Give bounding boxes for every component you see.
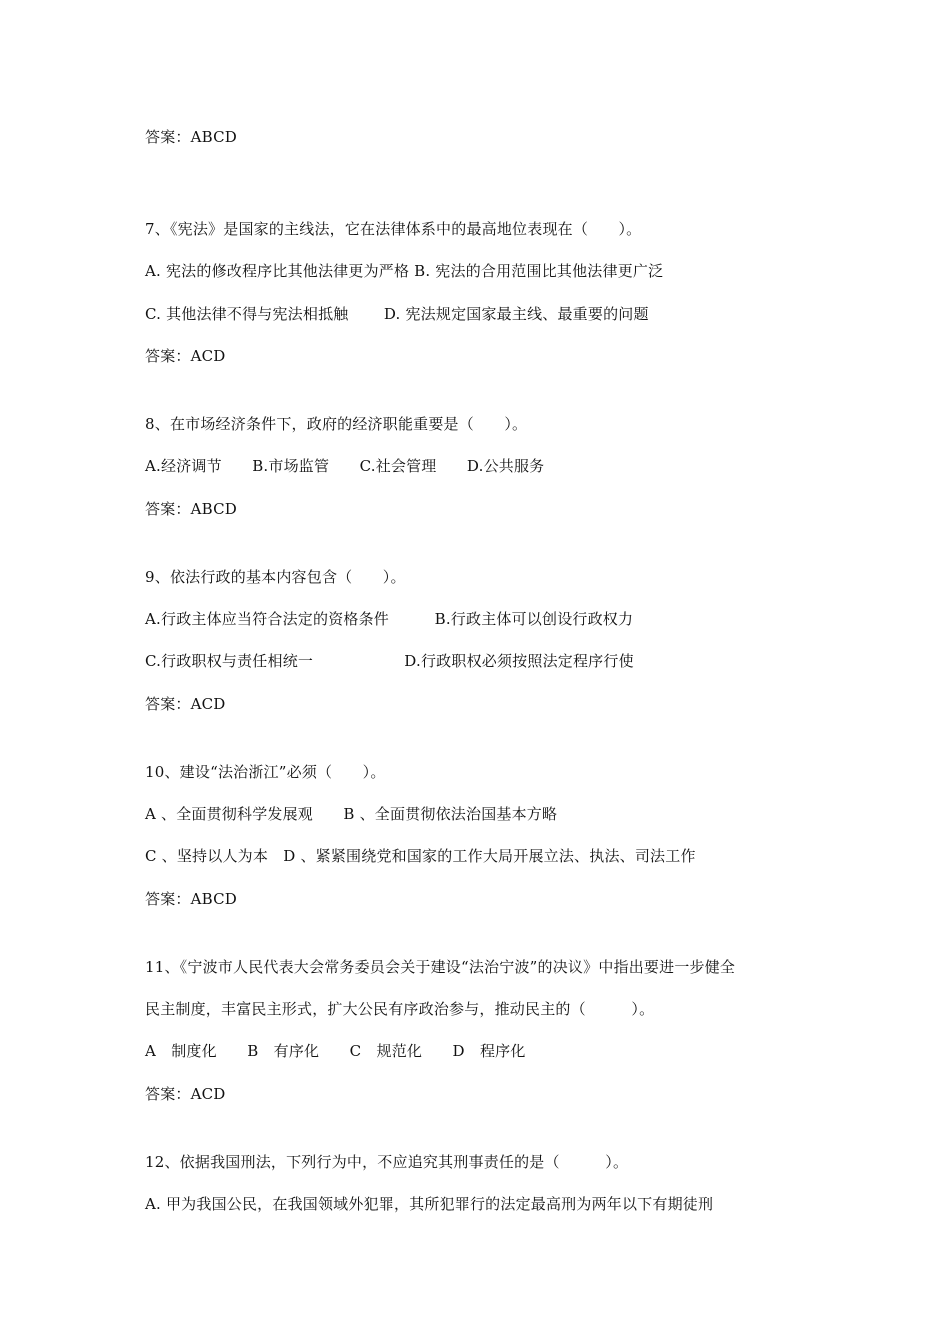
- question-7-options-cd: C. 其他法律不得与宪法相抵触 D. 宪法规定国家最主线、最重要的问题: [145, 305, 649, 323]
- question-8: 8、在市场经济条件下，政府的经济职能重要是（ ）。: [145, 415, 528, 433]
- question-9-options-ab: A.行政主体应当符合法定的资格条件 B.行政主体可以创设行政权力: [145, 610, 634, 628]
- question-11-line-1: 11、《宁波市人民代表大会常务委员会关于建设“法治宁波”的决议》中指出要进一步健全: [145, 958, 736, 976]
- answer-7: 答案：ACD: [145, 347, 226, 365]
- question-8-options: A.经济调节 B.市场监管 C.社会管理 D.公共服务: [145, 457, 545, 475]
- question-9: 9、依法行政的基本内容包含（ ）。: [145, 568, 406, 586]
- question-10: 10、建设“法治浙江”必须（ ）。: [145, 763, 386, 781]
- question-7: 7、《宪法》是国家的主线法，它在法律体系中的最高地位表现在（ ）。: [145, 220, 642, 238]
- question-10-options-cd: C 、坚持以人为本 D 、紧紧围绕党和国家的工作大局开展立法、执法、司法工作: [145, 847, 696, 865]
- question-11-options: A 制度化 B 有序化 C 规范化 D 程序化: [145, 1042, 526, 1060]
- question-7-options-ab: A. 宪法的修改程序比其他法律更为严格 B. 宪法的合用范围比其他法律更广泛: [145, 262, 664, 280]
- question-12: 12、依据我国刑法，下列行为中，不应追究其刑事责任的是（ ）。: [145, 1153, 629, 1171]
- question-11-line-2: 民主制度，丰富民主形式，扩大公民有序政治参与，推动民主的（ ）。: [145, 1000, 655, 1018]
- question-12-option-a: A. 甲为我国公民，在我国领域外犯罪，其所犯罪行的法定最高刑为两年以下有期徒刑: [145, 1195, 714, 1213]
- question-9-options-cd: C.行政职权与责任相统一 D.行政职权必须按照法定程序行使: [145, 652, 634, 670]
- answer-11: 答案：ACD: [145, 1085, 226, 1103]
- answer-8: 答案：ABCD: [145, 500, 238, 518]
- question-10-options-ab: A 、全面贯彻科学发展观 B 、全面贯彻依法治国基本方略: [145, 805, 558, 823]
- answer-9: 答案：ACD: [145, 695, 226, 713]
- answer-6: 答案：ABCD: [145, 128, 238, 146]
- answer-10: 答案：ABCD: [145, 890, 238, 908]
